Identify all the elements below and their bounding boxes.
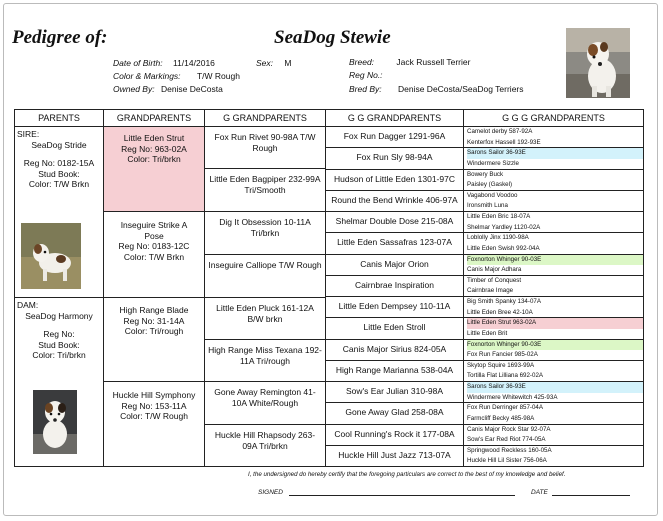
ggg-grandparent-22: Fox Run Fancier 985-02A [467, 351, 538, 359]
ggg-grandparent-pair [464, 446, 643, 467]
dog-name: SeaDog Stewie [274, 27, 391, 48]
gg-grandparent-2: Fox Run Sly 98-94A [326, 148, 464, 169]
ggg-grandparent-17: Big Smith Spanky 134-07A [467, 298, 541, 305]
ggg-grandparent-pair [464, 191, 643, 212]
owner-row [113, 84, 223, 94]
ggg-grandparent-pair [464, 425, 643, 446]
ggg-grandparent-21: Foxnorton Whinger 90-03E [467, 340, 643, 351]
dam-spacer [17, 321, 101, 329]
color-value: T/W Rough [196, 71, 240, 81]
gg-grandparent-11: Canis Major Sirius 824-05A [326, 340, 464, 361]
owner-value: Denise DeCosta [160, 84, 223, 94]
ggg-grandparent-2: Kenterfox Hassell 192-93E [467, 138, 541, 146]
date-label: DATE [531, 489, 548, 496]
breed-label: Breed: [349, 57, 375, 67]
col-header-ggg-grandparents: G G G GRANDPARENTS [464, 110, 643, 127]
ggg-grandparent-12: Little Eden Swish 992-04A [467, 244, 540, 252]
gg-grandparent-1: Fox Run Dagger 1291-96A [326, 127, 464, 148]
gg-grandparent-13: Sow's Ear Julian 310-98A [326, 382, 464, 403]
col-header-grandparents: GRANDPARENTS [104, 110, 205, 127]
ggg-grandparent-9: Little Eden Bric 18-07A [467, 213, 531, 220]
gg-grandparent-5: Shelmar Double Dose 215-08A [326, 212, 464, 233]
dam-heading: DAM: [17, 300, 39, 310]
signed-label: SIGNED [258, 489, 283, 496]
dob-label: Date of Birth: [113, 58, 163, 68]
owner-label: Owned By: [113, 84, 155, 94]
ggg-grandparent-pair [464, 127, 643, 148]
gg-grandparent-16: Huckle Hill Just Jazz 713-07A [326, 446, 464, 467]
gg-grandparent-10: Little Eden Stroll [326, 318, 464, 339]
ggg-grandparent-3: Sarons Sailor 36-93E [467, 148, 643, 159]
col-header-g-grandparents: G GRANDPARENTS [205, 110, 326, 127]
ggg-grandparent-pair [464, 318, 643, 339]
g-grandparent-2: Little Eden Bagpiper 232-99A Tri/Smooth [205, 169, 326, 212]
breeder-row [349, 84, 524, 94]
sire-stud-book: Stud Book: [38, 168, 80, 179]
gg-grandparent-8: Cairnbrae Inspiration [326, 276, 464, 297]
grandparent-2-name: Inseguire Strike A [120, 220, 188, 230]
ggg-grandparent-32: Huckle Hill Lil Sister 756-06A [467, 457, 547, 465]
col-header-parents: PARENTS [15, 110, 104, 127]
ggg-grandparent-1: Camelot derby 587-92A [467, 128, 533, 135]
ggg-grandparent-19: Little Eden Strut 963-02A [467, 318, 643, 329]
dob-value: 11/14/2016 [172, 58, 215, 68]
g-grandparent-4: Inseguire Calliope T/W Rough [205, 255, 326, 298]
gg-grandparent-9: Little Eden Dempsey 110-11A [326, 297, 464, 318]
dam-stud-book: Stud Book: [38, 339, 80, 350]
g-grandparent-6: High Range Miss Texana 192-11A Tri/rough [205, 340, 326, 382]
dob-row [113, 58, 215, 68]
sex-value: M [284, 58, 292, 68]
ggg-grandparent-29: Canis Major Rock Star 92-07A [467, 425, 551, 433]
ggg-grandparent-pair [464, 361, 643, 382]
grandparent-4-name: Huckle Hill Symphony [112, 390, 196, 400]
grandparent-3-reg: Reg No: 31-14A [123, 315, 185, 326]
signature-line[interactable] [289, 495, 515, 496]
breeder-value: Denise DeCosta/SeaDog Terriers [397, 84, 524, 94]
g-grandparent-3: Dig It Obsession 10-11A Tri/brkn [205, 212, 326, 255]
ggg-grandparent-pair [464, 340, 643, 361]
date-line[interactable] [552, 495, 630, 496]
grandparent-1-name: Little Eden Strut [123, 133, 185, 143]
grandparent-3-name: High Range Blade [119, 305, 189, 315]
ggg-grandparent-pair [464, 276, 643, 297]
gg-grandparent-4: Round the Bend Wrinkle 406-97A [326, 191, 464, 212]
ggg-grandparent-13: Foxnorton Whinger 90-03E [467, 255, 643, 266]
dam-name: SeaDog Harmony [25, 310, 93, 321]
grandparent-4 [104, 382, 205, 467]
grandparent-2-color: Color: T/W Brkn [123, 251, 185, 262]
reg-label: Reg No.: [349, 70, 383, 80]
grandparent-4-reg: Reg No: 153-11A [121, 400, 187, 411]
sire-cell [15, 127, 104, 298]
sex-row [256, 58, 291, 68]
ggg-grandparent-pair [464, 297, 643, 318]
gg-grandparent-12: High Range Marianna 538-04A [326, 361, 464, 382]
ggg-grandparent-16: Cairnbrae Image [467, 287, 514, 295]
sex-label: Sex: [256, 58, 274, 68]
ggg-grandparent-26: Windermere Whitewitch 425-93A [467, 393, 558, 401]
ggg-grandparent-11: Loblolly Jinx 1190-98A [467, 234, 529, 242]
gg-grandparent-15: Cool Running's Rock it 177-08A [326, 425, 464, 446]
ggg-grandparent-pair [464, 212, 643, 233]
reg-row [349, 70, 383, 80]
ggg-grandparent-25: Sarons Sailor 36-93E [467, 382, 643, 393]
sire-spacer [17, 150, 101, 158]
sire-heading: SIRE: [17, 129, 40, 139]
ggg-grandparent-7: Vagabond Voodoo [467, 191, 518, 199]
gg-grandparent-7: Canis Major Orion [326, 255, 464, 276]
ggg-grandparent-4: Windermere Sizzle [467, 159, 519, 167]
ggg-grandparent-pair [464, 403, 643, 424]
grandparent-1-color: Color: Tri/brkn [127, 154, 181, 164]
gg-grandparent-14: Gone Away Glad 258-08A [326, 403, 464, 424]
dam-reg: Reg No: [43, 329, 75, 339]
ggg-grandparent-pair [464, 382, 643, 403]
grandparent-2-reg: Reg No: 0183-12C [118, 241, 190, 251]
dog-photo [566, 28, 630, 98]
ggg-grandparent-pair [464, 170, 643, 191]
g-grandparent-7: Gone Away Remington 41-10A White/Rough [205, 382, 326, 425]
col-header-gg-grandparents: G G GRANDPARENTS [326, 110, 464, 127]
sire-name: SeaDog Stride [31, 139, 87, 150]
ggg-grandparent-28: Farmcliff Becky 485-98A [467, 414, 535, 422]
ggg-grandparent-14: Canis Major Adhara [467, 266, 522, 274]
ggg-grandparent-18: Little Eden Bree 42-10A [467, 308, 533, 316]
breed-row [349, 57, 470, 67]
dam-color: Color: Tri/brkn [32, 350, 86, 360]
ggg-grandparent-23: Skytop Squire 1693-99A [467, 361, 535, 369]
ggg-grandparent-15: Timber of Conquest [467, 276, 522, 284]
g-grandparent-8: Huckle Hill Rhapsody 263-09A Tri/brkn [205, 425, 326, 467]
page-title: Pedigree of: [12, 27, 108, 48]
ggg-grandparent-30: Sow's Ear Red Riot 774-05A [467, 436, 546, 444]
grandparent-4-color: Color: T/W Rough [120, 411, 188, 421]
dam-photo [33, 390, 77, 454]
ggg-grandparent-8: Ironsmith Luna [467, 202, 508, 210]
ggg-grandparent-pair [464, 233, 643, 254]
breed-value: Jack Russell Terrier [396, 57, 471, 67]
gg-grandparent-6: Little Eden Sassafras 123-07A [326, 233, 464, 254]
g-grandparent-5: Little Eden Pluck 161-12A B/W brkn [205, 298, 326, 340]
ggg-grandparent-5: Bowery Buck [467, 170, 504, 178]
breeder-label: Bred By: [349, 84, 382, 94]
ggg-grandparent-24: Tortilla Flat Lilliana 692-02A [467, 372, 544, 380]
grandparent-2 [104, 212, 205, 298]
ggg-grandparent-pair [464, 148, 643, 169]
grandparent-1-reg: Reg No: 963-02A [121, 143, 187, 154]
gg-grandparent-3: Hudson of Little Eden 1301-97C [326, 170, 464, 191]
sire-reg: Reg No: 0182-15A [23, 158, 95, 168]
ggg-grandparent-pair [464, 255, 643, 276]
ggg-grandparent-27: Fox Run Derringer 857-04A [467, 404, 544, 412]
ggg-grandparent-31: Springwood Reckless 160-05A [467, 446, 552, 454]
ggg-grandparent-20: Little Eden Brit [467, 329, 508, 337]
sire-color: Color: T/W Brkn [28, 179, 90, 189]
ggg-grandparent-6: Paisley (Gaskel) [467, 181, 513, 189]
sire-photo [21, 223, 81, 289]
color-label: Color & Markings: [113, 71, 181, 81]
grandparent-3-color: Color: Tri/rough [124, 326, 184, 336]
certification-text: I, the undersigned do hereby certify that the foregoing particulars are correct to the best of my knowledge and belief. [248, 471, 566, 478]
ggg-grandparent-10: Shelmar Yardley 1120-02A [467, 223, 541, 231]
grandparent-3 [104, 298, 205, 382]
color-row [113, 71, 240, 81]
g-grandparent-1: Fox Run Rivet 90-98A T/W Rough [205, 127, 326, 169]
grandparent-1 [104, 127, 205, 212]
pedigree-table [14, 109, 644, 467]
dam-cell [15, 298, 104, 467]
grandparent-2-name-cont: Pose [144, 230, 164, 241]
